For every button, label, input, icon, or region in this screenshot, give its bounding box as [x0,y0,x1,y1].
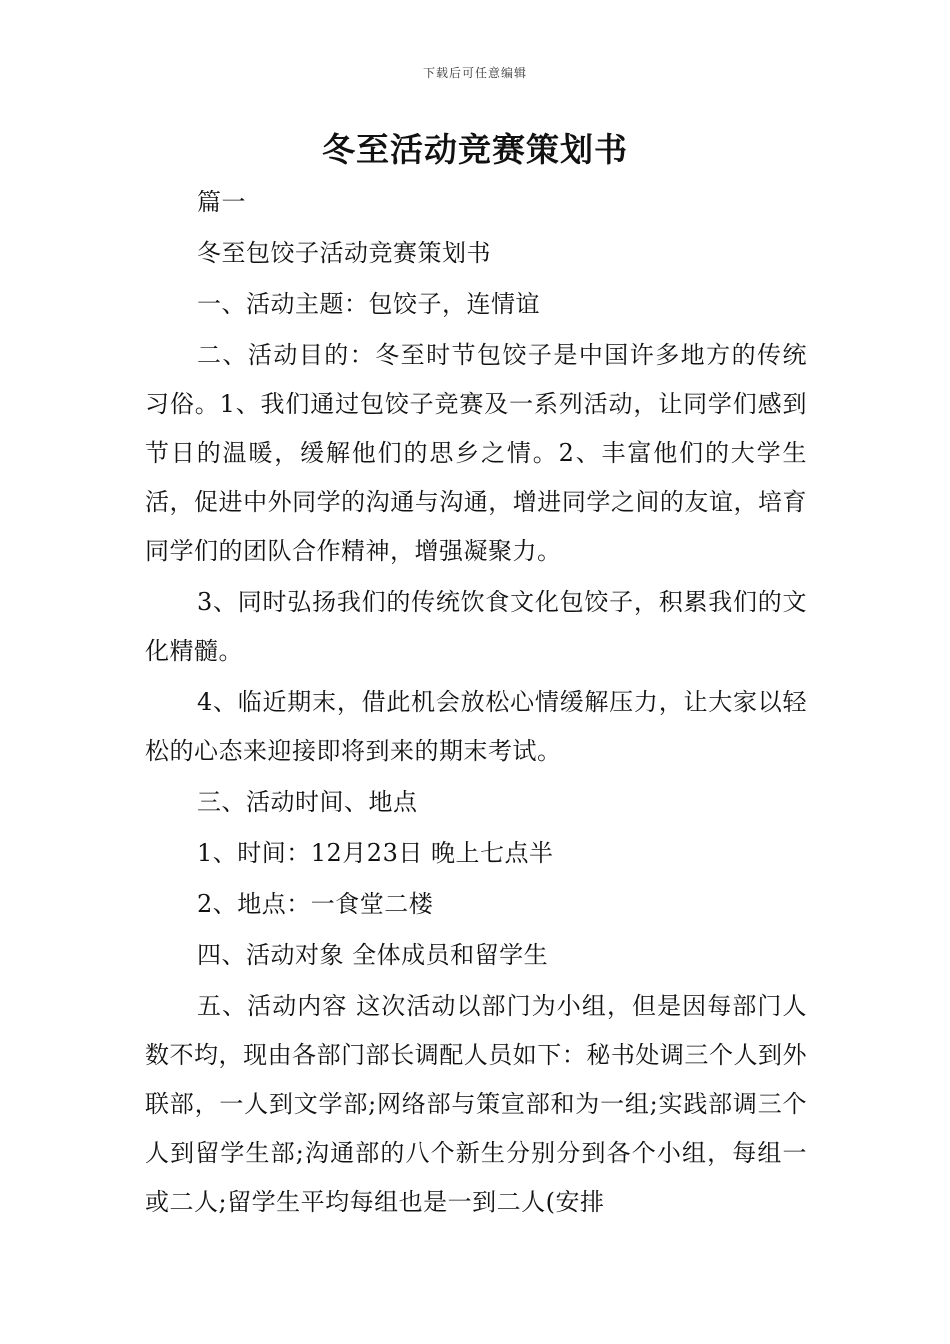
paragraph-purpose: 二、活动目的：冬至时节包饺子是中国许多地方的传统习俗。1、我们通过包饺子竞赛及一系列活动，让同学们感到节日的温暖，缓解他们的思乡之情。2、丰富他们的大学生活，促进中外同学的沟通与沟通，增进同学之间的友谊，培育同学们的团队合作精神，增强凝聚力。 [145,341,807,565]
document-body [145,178,807,1227]
paragraph-subtitle: 冬至包饺子活动竞赛策划书 [197,239,491,267]
paragraph-audience: 四、活动对象 全体成员和留学生 [197,941,549,969]
paragraph-theme: 一、活动主题：包饺子，连情谊 [197,290,540,318]
paragraph-time: 1、时间：12月23日 晚上七点半 [197,839,554,867]
paragraph-content: 五、活动内容 这次活动以部门为小组，但是因每部门人数不均，现由各部门部长调配人员如下：秘书处调三个人到外联部，一人到文学部;网络部与策宣部和为一组;实践部调三个人到留学生部;沟通部的八个新生分别分到各个小组，每组一或二人;留学生平均每组也是一到二人(安排 [145,992,807,1216]
document-title: 冬至活动竞赛策划书 [322,130,628,169]
paragraph-purpose-3: 3、同时弘扬我们的传统饮食文化包饺子，积累我们的文化精髓。 [145,588,807,665]
page-header-note: 下载后可任意编辑 [422,66,527,80]
paragraph-place: 2、地点：一食堂二楼 [197,890,434,918]
paragraph-time-place-heading: 三、活动时间、地点 [197,788,418,816]
paragraph-purpose-4: 4、临近期末，借此机会放松心情缓解压力，让大家以轻松的心态来迎接即将到来的期末考试。 [145,688,807,765]
paragraph-section-label: 篇一 [197,188,246,216]
